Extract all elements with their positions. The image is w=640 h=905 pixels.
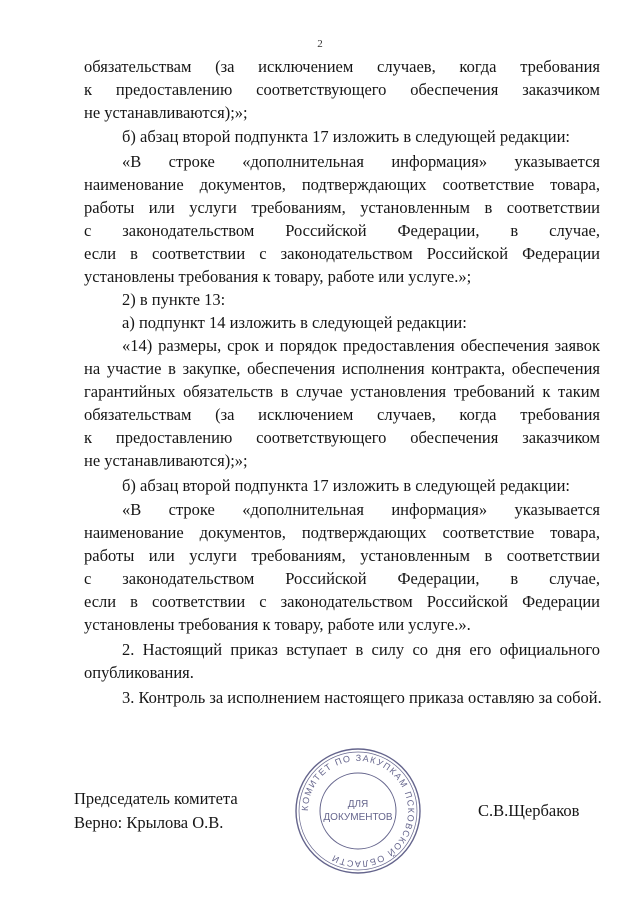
text-line: опубликования. <box>84 663 194 682</box>
signatory-name: С.В.Щербаков <box>478 801 580 820</box>
text-line: «14) размеры, срок и порядок предоставления обеспечения заявок <box>122 336 600 355</box>
text-line: не устанавливаются);»; <box>84 451 248 470</box>
text-line: к предоставлению соответствующего обеспечения заказчиком <box>84 428 600 447</box>
stamp-center-text: ДЛЯ <box>347 799 369 810</box>
svg-text:КОМИТЕТ ПО ЗАКУПКАМ ПСКОВСКОЙ <box>300 753 416 869</box>
signature-position: Председатель комитета <box>74 789 238 808</box>
text-line: к предоставлению соответствующего обеспечения заказчиком <box>84 80 600 99</box>
text-line: работы или услуги требованиям, установленным в соответствии <box>84 546 600 565</box>
text-line: 3. Контроль за исполнением настоящего приказа оставляю за собой. <box>122 688 602 707</box>
text-line: наименование документов, подтверждающих соответствие товара, <box>84 523 600 542</box>
text-line: 2) в пункте 13: <box>122 290 226 309</box>
text-line: на участие в закупке, обеспечения исполнения контракта, обеспечения <box>84 359 600 378</box>
text-line: не устанавливаются);»; <box>84 103 248 122</box>
text-line: установлены требования к товару, работе или услуге.»; <box>84 267 472 286</box>
text-line: с законодательством Российской Федерации, в случае, <box>84 569 600 588</box>
text-line: с законодательством Российской Федерации, в случае, <box>84 221 600 240</box>
text-line: работы или услуги требованиям, установленным в соответствии <box>84 198 600 217</box>
text-line: если в соответствии с законодательством Российской Федерации <box>84 592 600 611</box>
text-line: «В строке «дополнительная информация» указывается <box>122 152 600 171</box>
text-line: б) абзац второй подпункта 17 изложить в следующей редакции: <box>122 476 571 495</box>
text-line: обязательствам (за исключением случаев, когда требования <box>84 57 600 76</box>
text-line: 2. Настоящий приказ вступает в силу со дня его официального <box>122 640 600 659</box>
text-line: б) абзац второй подпункта 17 изложить в следующей редакции: <box>122 127 571 146</box>
stamp-ring-text: КОМИТЕТ ПО ЗАКУПКАМ ПСКОВСКОЙ ОБЛАСТИ <box>299 752 417 870</box>
text-line: наименование документов, подтверждающих соответствие товара, <box>84 175 600 194</box>
text-line: если в соответствии с законодательством Российской Федерации <box>84 244 600 263</box>
text-line: а) подпункт 14 изложить в следующей редакции: <box>122 313 467 332</box>
stamp-center-text-2: ДОКУМЕНТОВ <box>323 812 393 823</box>
text-line: гарантийных обязательств в случае установления требований к таким <box>84 382 600 401</box>
text-line: «В строке «дополнительная информация» указывается <box>122 500 600 519</box>
official-stamp <box>292 745 424 877</box>
page-number: 2 <box>317 38 323 50</box>
text-line: установлены требования к товару, работе или услуге.». <box>84 615 471 634</box>
verified-by: Верно: Крылова О.В. <box>74 813 224 832</box>
text-line: обязательствам (за исключением случаев, когда требования <box>84 405 600 424</box>
